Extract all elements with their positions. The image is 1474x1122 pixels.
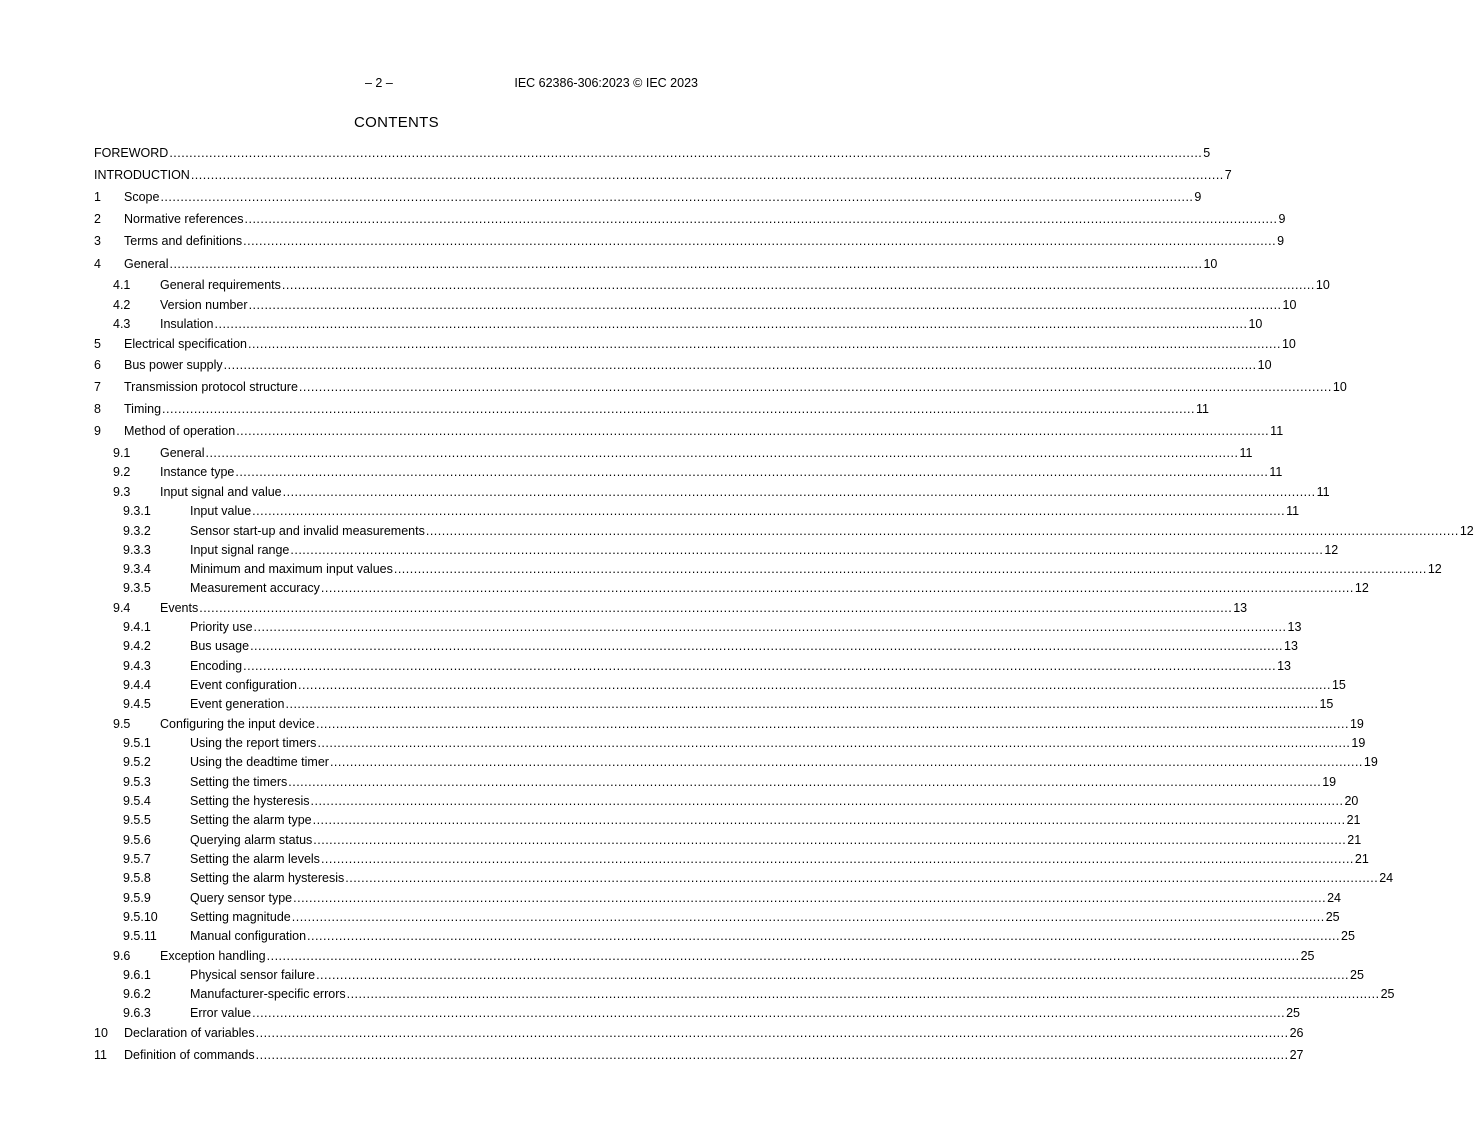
dot-leader: .................................................................................................................................................................................................................................................................... [320,581,1354,595]
toc-entry-page: 27 [1289,1048,1304,1062]
dot-leader: .................................................................................................................................................................................................................................................................... [291,910,1325,924]
dot-leader: .................................................................................................................................................................................................................................................................... [316,968,1350,982]
toc-entry-title: Manual configuration [190,929,307,943]
toc-entry-title: Setting the alarm type [190,813,312,827]
dot-leader: .................................................................................................................................................................................................................................................................... [248,298,1282,312]
toc-entry-title: General [160,446,205,460]
toc-entry-page: 19 [1351,736,1366,750]
toc-entry-title: Input signal range [190,543,290,557]
dot-leader: .................................................................................................................................................................................................................................................................... [329,755,1363,769]
toc-entry[interactable] [94,167,1232,183]
page-number: – 2 – [365,76,393,90]
dot-leader: .................................................................................................................................................................................................................................................................... [255,1048,1289,1062]
toc-entry-page: 21 [1347,833,1362,847]
toc-entry-page: 5 [1203,146,1211,160]
toc-entry-title: Setting the hysteresis [190,794,310,808]
toc-entry-title: Event configuration [190,678,298,692]
toc-entry-number: 9.5.11 [123,929,157,943]
toc-entry-page: 13 [1287,620,1302,634]
toc-entry-title: Instance type [160,465,235,479]
toc-entry[interactable] [94,336,1296,352]
toc-entry[interactable] [94,316,1263,332]
toc-entry[interactable] [94,909,1340,925]
toc-entry[interactable] [94,696,1334,712]
toc-entry-number: 2 [94,212,101,226]
toc-entry[interactable] [94,277,1330,293]
toc-entry[interactable] [94,793,1359,809]
dot-leader: .................................................................................................................................................................................................................................................................... [235,465,1269,479]
toc-entry-title: Physical sensor failure [190,968,316,982]
toc-entry[interactable] [94,1025,1304,1041]
toc-entry-number: 9.4.3 [123,659,151,673]
toc-entry-number: 9.2 [113,465,131,479]
dot-leader: .................................................................................................................................................................................................................................................................... [255,1026,1289,1040]
toc-entry[interactable] [94,561,1442,577]
toc-entry-number: 4.1 [113,278,131,292]
toc-entry[interactable] [94,851,1369,867]
toc-entry-title: Method of operation [124,424,236,438]
toc-entry-number: 9.5.10 [123,910,158,924]
toc-entry-number: 11 [94,1048,107,1062]
toc-entry-number: 9.4.2 [123,639,151,653]
toc-entry-number: 9.5.5 [123,813,151,827]
toc-entry[interactable] [94,297,1297,313]
toc-entry-page: 26 [1289,1026,1304,1040]
toc-entry-page: 9 [1194,190,1202,204]
dot-leader: .................................................................................................................................................................................................................................................................... [160,190,1194,204]
toc-entry-page: 25 [1325,910,1340,924]
dot-leader: .................................................................................................................................................................................................................................................................... [243,659,1277,673]
toc-entry[interactable] [94,986,1395,1002]
toc-entry[interactable] [94,619,1302,635]
toc-entry-number: 5 [94,337,101,351]
dot-leader: .................................................................................................................................................................................................................................................................... [266,949,1300,963]
toc-entry[interactable] [94,256,1218,272]
toc-entry-number: 6 [94,358,101,372]
toc-entry-number: 9.3.3 [123,543,151,557]
toc-entry-title: Normative references [124,212,244,226]
page-title: CONTENTS [354,114,439,131]
page-header [94,76,698,92]
toc-entry[interactable] [94,774,1337,790]
toc-entry-title: Manufacturer-specific errors [190,987,346,1001]
dot-leader: .................................................................................................................................................................................................................................................................... [244,212,1278,226]
toc-entry-title: Configuring the input device [160,717,315,731]
toc-entry[interactable] [94,870,1394,886]
toc-entry-page: 13 [1284,639,1298,653]
toc-entry-title: General [124,257,169,271]
toc-entry-number: 9 [94,424,101,438]
toc-entry-page: 12 [1427,562,1442,576]
toc-entry-title: Version number [160,298,248,312]
toc-entry-title: Input signal and value [160,485,282,499]
toc-entry-title: Electrical specification [124,337,247,351]
toc-entry-title: Priority use [190,620,253,634]
toc-entry-number: 9.6.2 [123,987,151,1001]
toc-entry-number: 4.3 [113,317,131,331]
toc-entry-number: 4.2 [113,298,131,312]
toc-entry-title: Setting the alarm hysteresis [190,871,345,885]
toc-entry-title: Measurement accuracy [190,581,320,595]
toc-entry-title: Querying alarm status [190,833,313,847]
toc-entry-page: 21 [1346,813,1361,827]
toc-entry-title: Encoding [190,659,243,673]
dot-leader: .................................................................................................................................................................................................................................................................... [243,234,1277,248]
toc-entry-title: Using the report timers [190,736,317,750]
toc-entry-title: Minimum and maximum input values [190,562,393,576]
toc-entry-number: 9.3.1 [123,504,151,518]
toc-entry-number: 9.5.3 [123,775,151,789]
dot-leader: .................................................................................................................................................................................................................................................................... [393,562,1427,576]
toc-entry-title: INTRODUCTION [94,168,190,182]
toc-entry-page: 12 [1354,581,1369,595]
toc-entry[interactable] [94,464,1283,480]
toc-entry-page: 11 [1196,402,1209,416]
dot-leader: .................................................................................................................................................................................................................................................................... [346,987,1380,1001]
toc-entry-number: 9.6.1 [123,968,151,982]
toc-entry-page: 11 [1269,465,1283,479]
toc-entry-page: 10 [1281,337,1296,351]
dot-leader: .................................................................................................................................................................................................................................................................... [169,257,1203,271]
toc-entry-title: General requirements [160,278,281,292]
toc-entry-page: 11 [1286,504,1300,518]
toc-entry-number: 3 [94,234,101,248]
dot-leader: .................................................................................................................................................................................................................................................................... [307,929,1341,943]
toc-entry[interactable] [94,1047,1304,1063]
dot-leader: .................................................................................................................................................................................................................................................................... [199,601,1233,615]
toc-entry-page: 20 [1344,794,1359,808]
toc-entry[interactable] [94,542,1339,558]
toc-entry-number: 9.4.4 [123,678,151,692]
toc-entry-number: 9.3 [113,485,131,499]
toc-entry[interactable] [94,890,1342,906]
dot-leader: .................................................................................................................................................................................................................................................................... [315,717,1349,731]
toc-entry-page: 11 [1270,424,1284,438]
dot-leader: .................................................................................................................................................................................................................................................................... [288,775,1322,789]
toc-entry[interactable] [94,423,1284,439]
toc-entry[interactable] [94,1005,1301,1021]
toc-entry[interactable] [94,638,1298,654]
toc-entry-number: 9.5.1 [123,736,151,750]
toc-entry-page: 9 [1278,212,1286,226]
toc-entry[interactable] [94,812,1361,828]
toc-entry-number: 9.4.5 [123,697,151,711]
dot-leader: .................................................................................................................................................................................................................................................................... [312,813,1346,827]
toc-entry-title: Error value [190,1006,252,1020]
toc-entry-number: 8 [94,402,101,416]
dot-leader: .................................................................................................................................................................................................................................................................... [425,524,1459,538]
toc-entry-number: 9.5.4 [123,794,151,808]
toc-entry-number: 7 [94,380,101,394]
toc-entry-number: 9.3.2 [123,524,151,538]
toc-entry-page: 19 [1349,717,1364,731]
toc-entry[interactable] [94,658,1291,674]
dot-leader: .................................................................................................................................................................................................................................................................... [285,697,1319,711]
toc-entry-number: 9.6 [113,949,131,963]
toc-entry-page: 25 [1350,968,1364,982]
toc-entry-title: Bus usage [190,639,250,653]
dot-leader: .................................................................................................................................................................................................................................................................... [190,168,1224,182]
toc-entry[interactable] [94,379,1347,395]
toc-entry-page: 19 [1322,775,1337,789]
toc-entry-page: 10 [1203,257,1218,271]
toc-entry-page: 25 [1341,929,1355,943]
toc-entry[interactable] [94,580,1369,596]
toc-entry[interactable] [94,211,1286,227]
toc-entry-page: 13 [1277,659,1291,673]
toc-entry-title: Query sensor type [190,891,293,905]
toc-entry-title: Exception handling [160,949,266,963]
toc-entry-title: Insulation [160,317,214,331]
toc-entry-title: Definition of commands [124,1048,255,1062]
toc-entry-title: Bus power supply [124,358,223,372]
toc-entry-number: 9.5.7 [123,852,151,866]
toc-entry-page: 9 [1277,234,1285,248]
toc-entry-title: Scope [124,190,160,204]
dot-leader: .................................................................................................................................................................................................................................................................... [313,833,1347,847]
toc-entry-page: 11 [1316,485,1330,499]
toc-entry-number: 10 [94,1026,108,1040]
toc-entry[interactable] [94,754,1378,770]
toc-entry-number: 9.6.3 [123,1006,151,1020]
dot-leader: .................................................................................................................................................................................................................................................................... [253,620,1287,634]
toc-entry-page: 7 [1224,168,1232,182]
toc-entry-number: 9.5.6 [123,833,151,847]
toc-entry[interactable] [94,928,1355,944]
toc-entry[interactable] [94,716,1364,732]
dot-leader: .................................................................................................................................................................................................................................................................... [345,871,1379,885]
toc-entry-page: 10 [1315,278,1330,292]
dot-leader: .................................................................................................................................................................................................................................................................... [169,146,1203,160]
toc-entry-number: 9.5.8 [123,871,151,885]
toc-entry-page: 25 [1286,1006,1301,1020]
toc-entry[interactable] [94,948,1315,964]
dot-leader: .................................................................................................................................................................................................................................................................... [298,380,1332,394]
toc-entry[interactable] [94,832,1362,848]
toc-entry[interactable] [94,145,1211,161]
toc-entry-number: 4 [94,257,101,271]
toc-entry-page: 12 [1459,524,1474,538]
toc-entry-page: 11 [1239,446,1253,460]
toc-entry-page: 15 [1331,678,1346,692]
dot-leader: .................................................................................................................................................................................................................................................................... [250,639,1284,653]
toc-entry[interactable] [94,401,1209,417]
toc-entry-page: 15 [1319,697,1334,711]
toc-entry[interactable] [94,233,1285,249]
toc-entry-page: 12 [1324,543,1339,557]
toc-entry-number: 9.4 [113,601,131,615]
dot-leader: .................................................................................................................................................................................................................................................................... [293,891,1327,905]
toc-entry-title: Terms and definitions [124,234,243,248]
toc-entry-title: Setting magnitude [190,910,291,924]
toc-entry-page: 10 [1282,298,1297,312]
toc-entry[interactable] [94,445,1253,461]
toc-entry-number: 9.5.9 [123,891,151,905]
toc-entry-title: Transmission protocol structure [124,380,298,394]
toc-entry-page: 13 [1233,601,1248,615]
toc-entry[interactable] [94,503,1300,519]
toc-entry-number: 1 [94,190,101,204]
toc-entry-number: 9.4.1 [123,620,151,634]
toc-entry-title: Events [160,601,199,615]
dot-leader: .................................................................................................................................................................................................................................................................... [281,278,1315,292]
dot-leader: .................................................................................................................................................................................................................................................................... [320,852,1354,866]
toc-entry-title: Input value [190,504,252,518]
toc-entry-title: Sensor start-up and invalid measurements [190,524,425,538]
standard-reference: IEC 62386-306:2023 © IEC 2023 [514,76,698,90]
dot-leader: .................................................................................................................................................................................................................................................................... [162,402,1196,416]
toc-entry-title: Using the deadtime timer [190,755,329,769]
toc-entry-page: 10 [1257,358,1272,372]
dot-leader: .................................................................................................................................................................................................................................................................... [214,317,1248,331]
toc-entry[interactable] [94,735,1366,751]
toc-entry-title: Declaration of variables [124,1026,255,1040]
toc-entry-title: Timing [124,402,162,416]
dot-leader: .................................................................................................................................................................................................................................................................... [317,736,1351,750]
toc-entry-title: Event generation [190,697,285,711]
toc-entry-page: 25 [1380,987,1395,1001]
toc-entry[interactable] [94,523,1474,539]
dot-leader: .................................................................................................................................................................................................................................................................... [290,543,1324,557]
dot-leader: .................................................................................................................................................................................................................................................................... [252,1006,1286,1020]
toc-entry-page: 21 [1354,852,1369,866]
dot-leader: .................................................................................................................................................................................................................................................................... [252,504,1286,518]
toc-entry-number: 9.5 [113,717,131,731]
toc-entry[interactable] [94,677,1346,693]
dot-leader: .................................................................................................................................................................................................................................................................... [223,358,1257,372]
toc-entry-page: 24 [1327,891,1342,905]
toc-entry[interactable] [94,484,1330,500]
dot-leader: .................................................................................................................................................................................................................................................................... [205,446,1239,460]
toc-entry-number: 9.1 [113,446,131,460]
toc-entry-page: 10 [1332,380,1347,394]
toc-entry-page: 19 [1363,755,1378,769]
toc-entry-page: 24 [1379,871,1394,885]
dot-leader: .................................................................................................................................................................................................................................................................... [282,485,1316,499]
dot-leader: .................................................................................................................................................................................................................................................................... [298,678,1331,692]
toc-entry[interactable] [94,967,1364,983]
dot-leader: .................................................................................................................................................................................................................................................................... [247,337,1281,351]
dot-leader: .................................................................................................................................................................................................................................................................... [310,794,1344,808]
toc-entry-number: 9.3.4 [123,562,151,576]
toc-entry[interactable] [94,600,1248,616]
toc-entry-page: 10 [1248,317,1263,331]
toc-entry-title: Setting the alarm levels [190,852,320,866]
toc-entry-number: 9.5.2 [123,755,151,769]
toc-entry[interactable] [94,189,1202,205]
toc-entry[interactable] [94,357,1272,373]
toc-entry-page: 25 [1300,949,1315,963]
toc-entry-number: 9.3.5 [123,581,151,595]
dot-leader: .................................................................................................................................................................................................................................................................... [236,424,1270,438]
toc-entry-title: Setting the timers [190,775,288,789]
toc-entry-title: FOREWORD [94,146,169,160]
